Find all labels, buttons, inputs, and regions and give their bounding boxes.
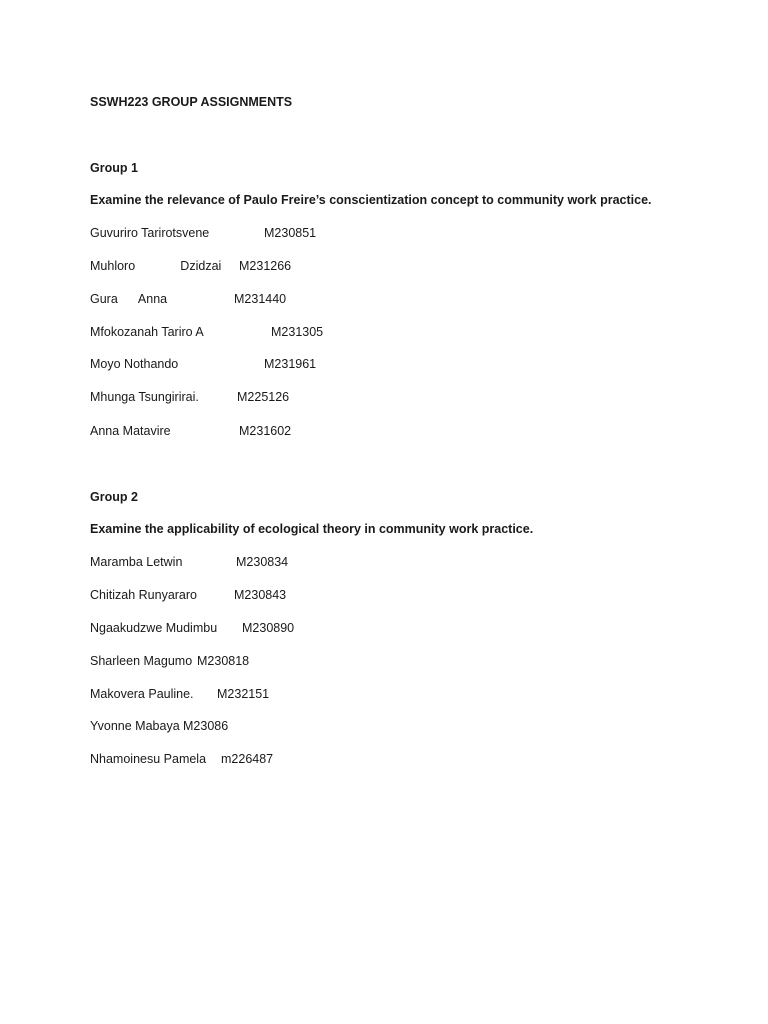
- member-name: Anna Matavire: [90, 424, 171, 438]
- member-id: M231440: [234, 292, 287, 306]
- member-name: Mhunga Tsungirirai.: [90, 390, 199, 404]
- member-name: Sharleen Magumo: [90, 654, 193, 668]
- member-name: Nhamoinesu Pamela: [90, 752, 207, 766]
- member-name: Maramba Letwin: [90, 555, 183, 569]
- member-id: M225126: [237, 390, 290, 404]
- group-1-heading: Group 1: [90, 161, 138, 175]
- member-id: M231305: [271, 325, 324, 339]
- member-name: Moyo Nothando: [90, 357, 179, 371]
- member-id: M230890: [242, 621, 295, 635]
- member-id: m226487: [221, 752, 274, 766]
- member-id: M232151: [217, 687, 270, 701]
- member-name: Mfokozanah Tariro A: [90, 325, 204, 339]
- member-name: Makovera Pauline.: [90, 687, 194, 701]
- member-name: Guvuriro Tarirotsvene: [90, 226, 210, 240]
- member-name: Muhloro Dzidzai: [90, 259, 222, 273]
- member-name: Yvonne Mabaya: [90, 719, 180, 733]
- group-2-heading: Group 2: [90, 490, 138, 504]
- member-name: Gura Anna: [90, 292, 168, 306]
- member-id: M230834: [236, 555, 289, 569]
- document-title: SSWH223 GROUP ASSIGNMENTS: [90, 95, 293, 109]
- member-name: Chitizah Runyararo: [90, 588, 197, 602]
- member-id: M231266: [239, 259, 292, 273]
- member-name: Ngaakudzwe Mudimbu: [90, 621, 218, 635]
- member-id: M230851: [264, 226, 317, 240]
- group-1-topic: Examine the relevance of Paulo Freire’s conscientization concept to community work practice.: [90, 193, 652, 207]
- group-2-topic: Examine the applicability of ecological theory in community work practice.: [90, 522, 534, 536]
- member-id: M231961: [264, 357, 317, 371]
- member-id: M230843: [234, 588, 287, 602]
- member-id: M23086: [183, 719, 229, 733]
- member-id: M230818: [197, 654, 250, 668]
- member-id: M231602: [239, 424, 292, 438]
